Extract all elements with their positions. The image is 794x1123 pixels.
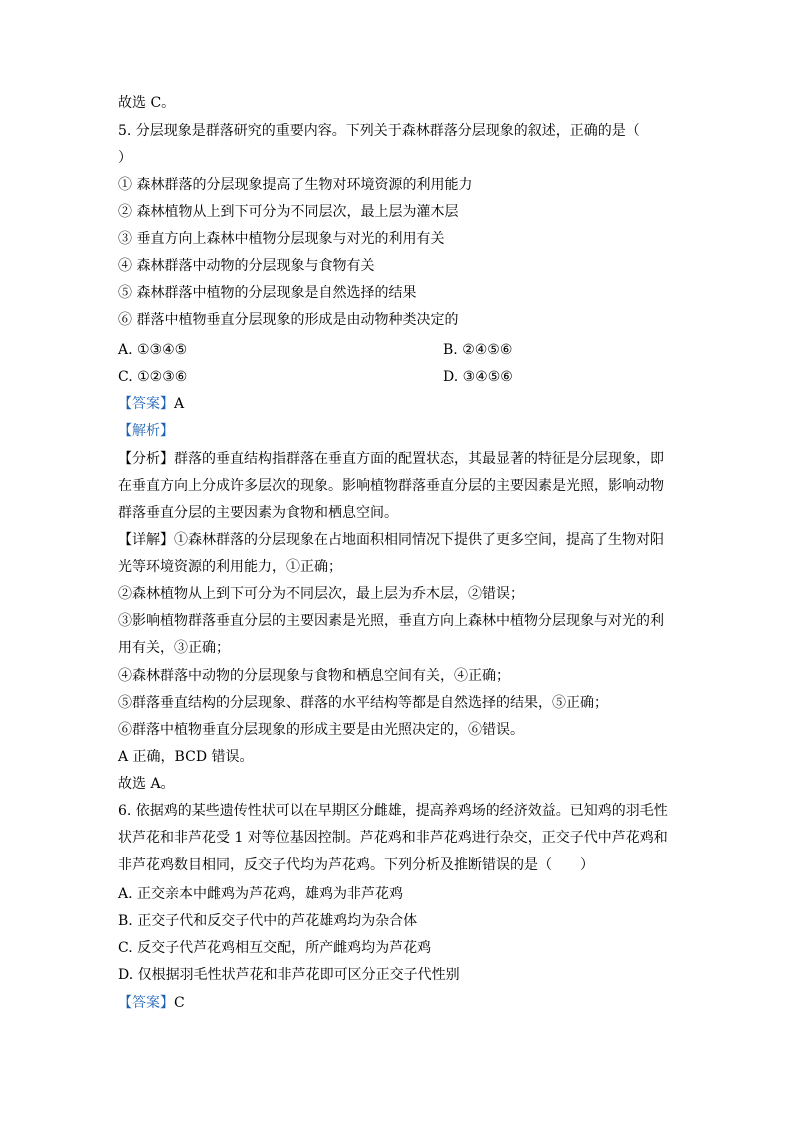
answer-tag: 【答案】 [118,995,174,1011]
q5-statement: ⑤ 森林群落中植物的分层现象是自然选择的结果 [118,285,417,301]
analysis-tag: 【解析】 [118,423,174,439]
q5-option-c: C. ①②③⑥ [118,369,188,385]
q5-stem-line-2: ） [118,150,132,166]
q6-option-d: D. 仅根据羽毛性状芦花和非芦花即可区分正交子代性别 [118,967,460,983]
q6-option-a: A. 正交亲本中雌鸡为芦花鸡，雄鸡为非芦花鸡 [118,886,404,902]
q6-stem-line: 6. 依据鸡的某些遗传性状可以在早期区分雌雄，提高养鸡场的经济效益。已知鸡的羽毛性 [118,803,668,819]
previous-answer-conclusion: 故选 C。 [118,95,176,111]
q6-stem-line: 状芦花和非芦花受 1 对等位基因控制。芦花鸡和非芦花鸡进行杂交，正交子代中芦花鸡和 [118,830,668,846]
q5-xiangjie-line: 用有关，③正确； [118,640,230,656]
q5-xiangjie-line: ②森林植物从上到下可分为不同层次，最上层为乔木层，②错误； [118,586,524,602]
q5-option-b: B. ②④⑤⑥ [443,342,513,358]
q5-xiangjie-line: ⑤群落垂直结构的分层现象、群落的水平结构等都是自然选择的结果，⑤正确； [118,695,608,711]
q5-fenxi-line [118,449,664,469]
q5-xiangjie-line: ③影响植物群落垂直分层的主要因素是光照，垂直方向上森林中植物分层现象与对光的利 [118,613,664,629]
q6-option-c: C. 反交子代芦花鸡相互交配，所产雌鸡均为芦花鸡 [118,940,432,956]
q5-option-d: D. ③④⑤⑥ [443,369,513,385]
answer-value: A [174,396,185,412]
q6-option-b: B. 正交子代和反交子代中的芦花雄鸡均为杂合体 [118,913,418,929]
q5-statement: ② 森林植物从上到下可分为不同层次，最上层为灌木层 [118,204,459,220]
q5-statement: ① 森林群落的分层现象提高了生物对环境资源的利用能力 [118,177,473,193]
q5-option-a: A. ①③④⑤ [118,342,188,358]
q5-xiangjie-line: 故选 A。 [118,776,175,792]
q5-statement: ④ 森林群落中动物的分层现象与食物有关 [118,258,375,274]
q5-statement: ⑥ 群落中植物垂直分层现象的形成是由动物种类决定的 [118,312,459,328]
q5-xiangjie-line [118,530,664,550]
answer-tag: 【答案】 [118,396,174,412]
q5-xiangjie-line: ④森林群落中动物的分层现象与食物和栖息空间有关，④正确； [118,668,510,684]
answer-value: C [174,995,185,1011]
q5-fenxi-line: 在垂直方向上分成许多层次的现象。影响植物群落垂直分层的主要因素是光照，影响动物 [118,478,664,494]
xiangjie-text: ①森林群落的分层现象在占地面积相同情况下提供了更多空间，提高了生物对阳 [174,532,664,548]
q5-xiangjie-line: 光等环境资源的利用能力，①正确； [118,559,342,575]
fenxi-text: 群落的垂直结构指群落在垂直方面的配置状态，其最显著的特征是分层现象，即 [174,451,664,467]
q5-stem-line-1: 5. 分层现象是群落研究的重要内容。下列关于森林群落分层现象的叙述，正确的是（ [118,123,640,139]
xiangjie-tag: 【详解】 [118,532,174,548]
q5-xiangjie-line: A 正确，BCD 错误。 [118,749,254,765]
q6-answer [118,993,185,1013]
q5-analysis-heading [118,421,174,441]
q5-statement: ③ 垂直方向上森林中植物分层现象与对光的利用有关 [118,231,445,247]
q5-answer [118,394,184,414]
q6-stem-line: 非芦花鸡数目相同，反交子代均为芦花鸡。下列分析及推断错误的是（ ） [118,857,594,873]
fenxi-tag: 【分析】 [118,451,174,467]
q5-fenxi-line: 群落垂直分层的主要因素为食物和栖息空间。 [118,505,398,521]
q5-xiangjie-line: ⑥群落中植物垂直分层现象的形成主要是由光照决定的，⑥错误。 [118,722,524,738]
